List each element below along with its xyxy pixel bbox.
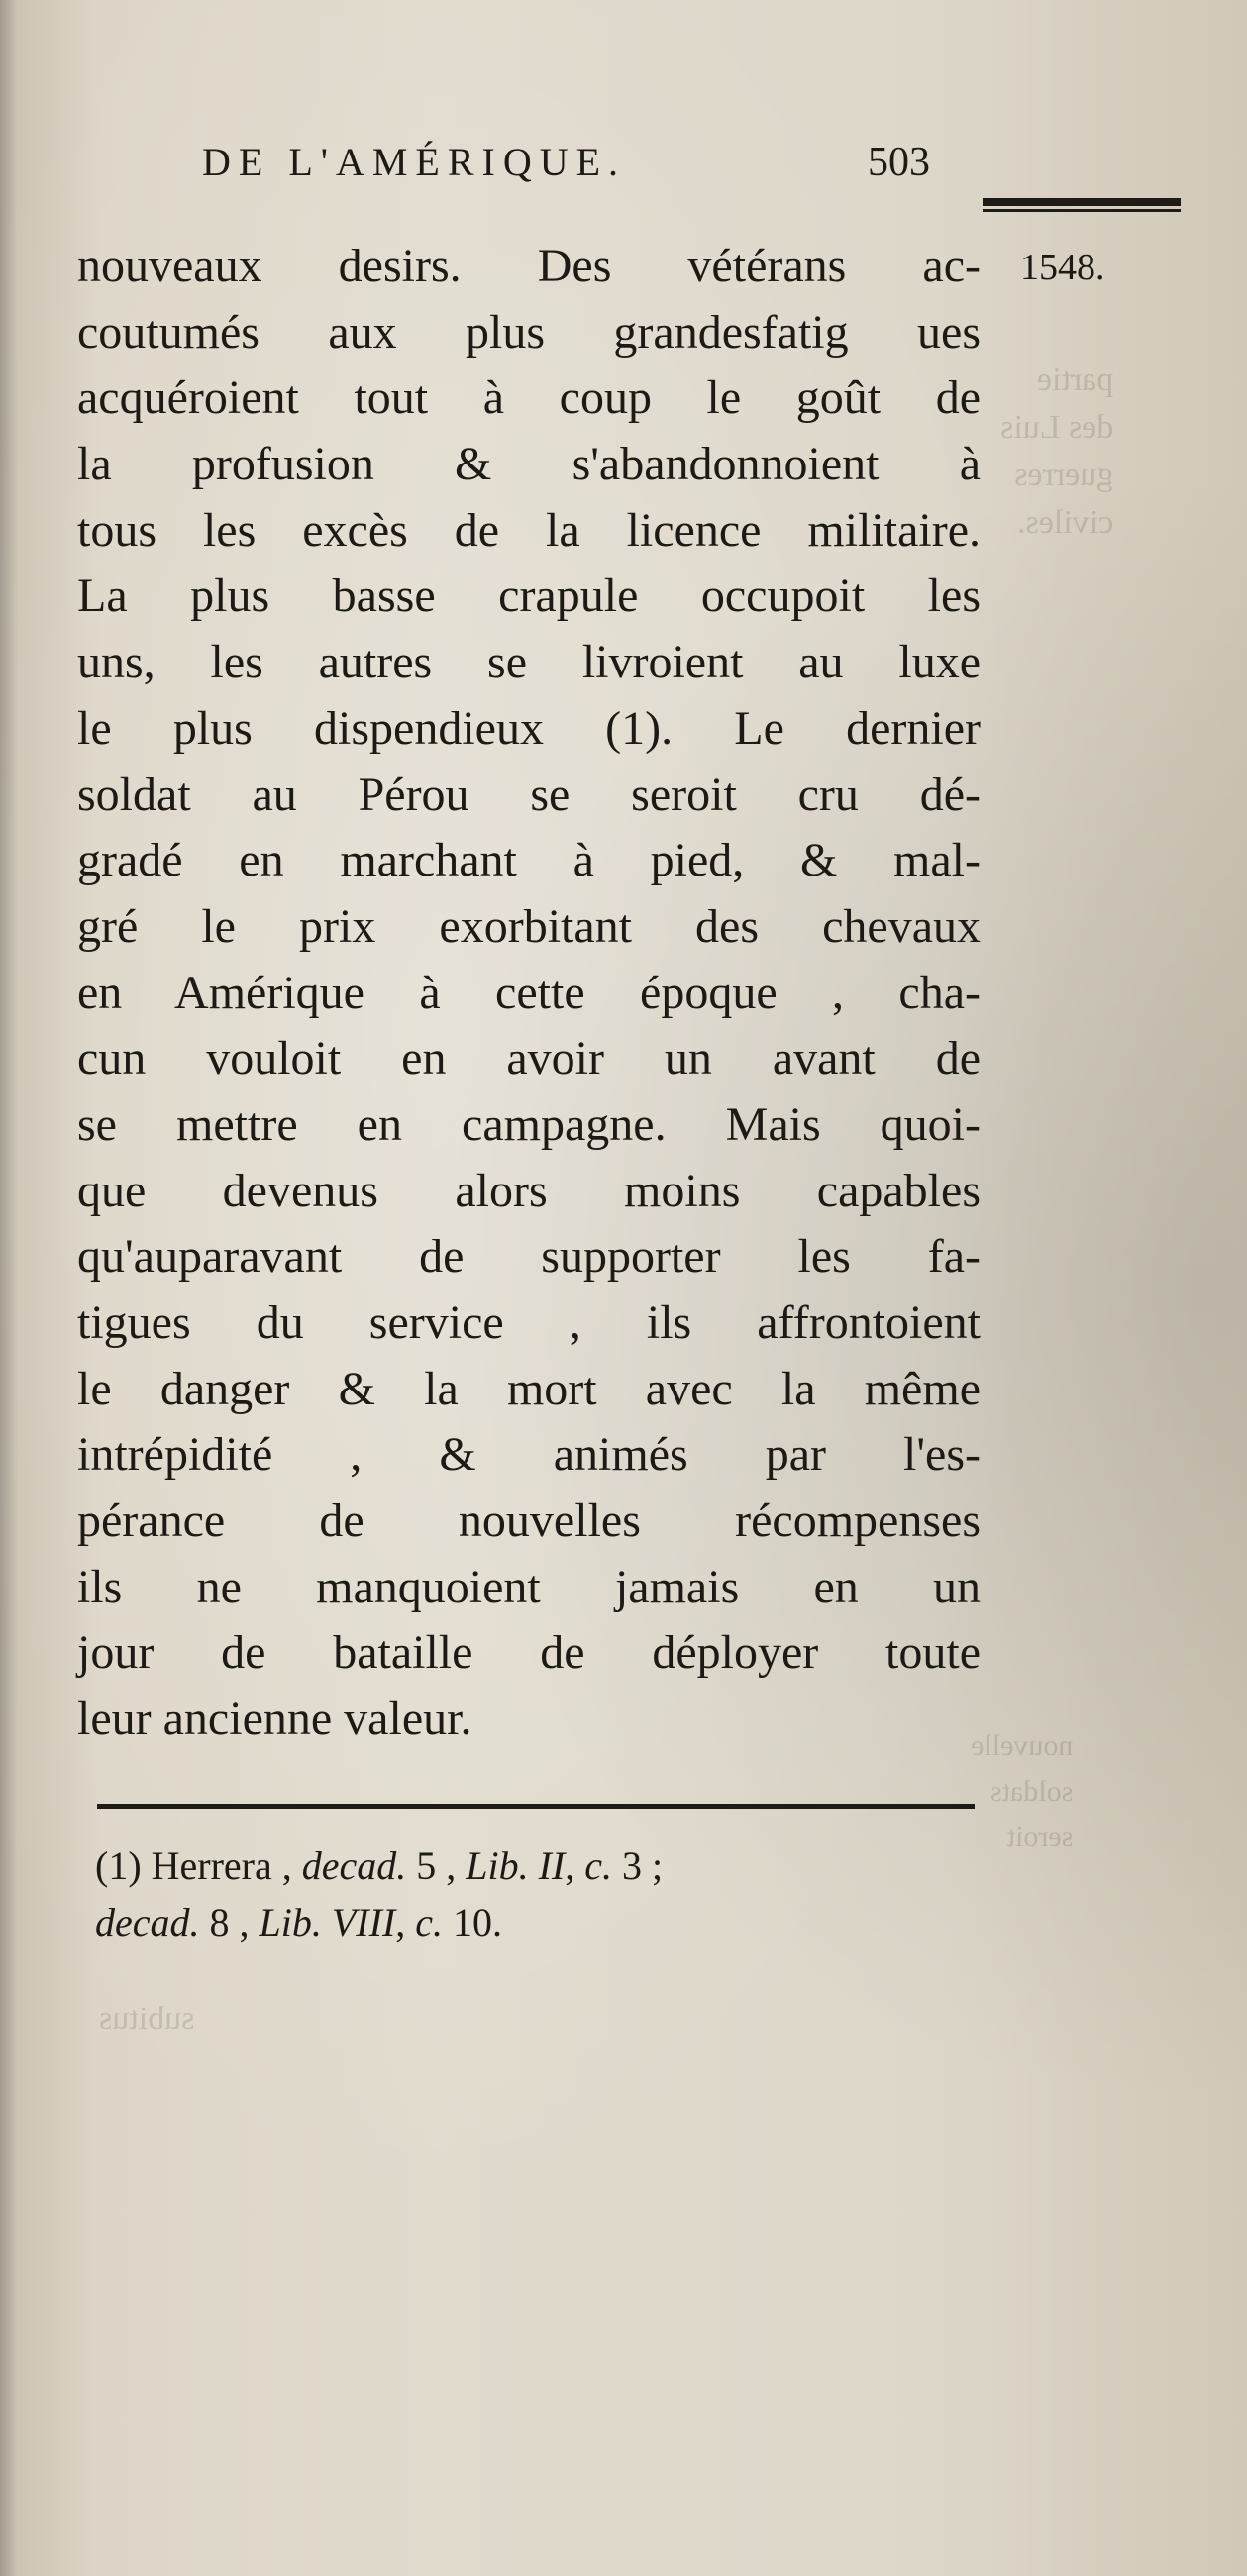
header-rule [983,198,1181,212]
page-header [202,139,1014,208]
footnote-ref-chapter-num: 3 ; [622,1843,664,1888]
footnote-ref2-sep: , [395,1901,406,1945]
footnote-ref2-chapter-num: 10. [453,1901,503,1945]
show-through-text-footer: subitus [99,2001,195,2037]
text-line: que devenus alors moins capables [77,1164,981,1217]
footnote-line-1 [95,1837,977,1895]
text-line: nouveaux desirs. Des vétérans ac- [77,240,981,292]
footnote-ref-decad-num: 5 , [416,1843,457,1888]
text-line: ils ne manquoient jamais en un [77,1560,981,1613]
footnote-line-2 [95,1895,977,1952]
margin-year: 1548. [1020,247,1105,288]
footnote-ref2-decad-num: 8 , [209,1901,250,1945]
footnote-ref-decad: decad. [301,1843,407,1888]
footnote-ref-lib: Lib. II [466,1843,566,1888]
footnote-ref2-lib: Lib. VIII [259,1901,396,1945]
text-line: le plus dispendieux (1). Le dernier [77,701,981,755]
footnote-rule [97,1804,975,1809]
text-line: en Amérique à cette époque , cha- [77,966,981,1019]
text-line: tous les excès de la licence militaire. [77,503,981,557]
header-rule-thin [983,209,1181,212]
body-text [77,234,981,1753]
text-line: pérance de nouvelles récompenses [77,1494,981,1548]
text-line: gré le prix exorbitant des chevaux [77,899,981,953]
text-line: qu'auparavant de supporter les fa- [77,1230,981,1284]
show-through-text-lower: nouvelle soldats seroit [971,1729,1074,1853]
text-line: tigues du service , ils affrontoient [77,1296,981,1349]
text-line: la profusion & s'abandonnoient à [77,438,981,491]
footnote-ref2-decad: decad. [95,1901,200,1945]
show-through-text: partie des Luis guerres civiles. [1000,361,1114,541]
text-line: cun vouloit en avoir un avant de [77,1032,981,1085]
running-head: DE L'AMÉRIQUE. [202,140,627,184]
text-line: acquéroient tout à coup le goût de [77,371,981,425]
footnote-ref2-chapter: c. [415,1901,444,1945]
text-line: se mettre en campagne. Mais quoi- [77,1097,981,1151]
footnote-marker: (1) Herrera , [95,1843,292,1888]
text-line: soldat au Pérou se seroit cru dé- [77,768,981,821]
text-line: coutumés aux plus grandesfatig ues [77,305,981,359]
text-line: La plus basse crapule occupoit les [77,569,981,623]
text-line: gradé en marchant à pied, & mal- [77,834,981,887]
footnote-ref-sep: , [565,1843,575,1888]
footnote [95,1837,977,1952]
text-line-last: leur ancienne valeur. [77,1693,472,1746]
text-line: jour de bataille de déployer toute [77,1626,981,1680]
text-line: uns, les autres se livroient au luxe [77,636,981,689]
page-number: 503 [868,140,930,185]
text-line: intrépidité , & animés par l'es- [77,1428,981,1482]
text-line: le danger & la mort avec la même [77,1362,981,1415]
header-rule-thick [983,198,1181,206]
footnote-ref-chapter: c. [584,1843,613,1888]
